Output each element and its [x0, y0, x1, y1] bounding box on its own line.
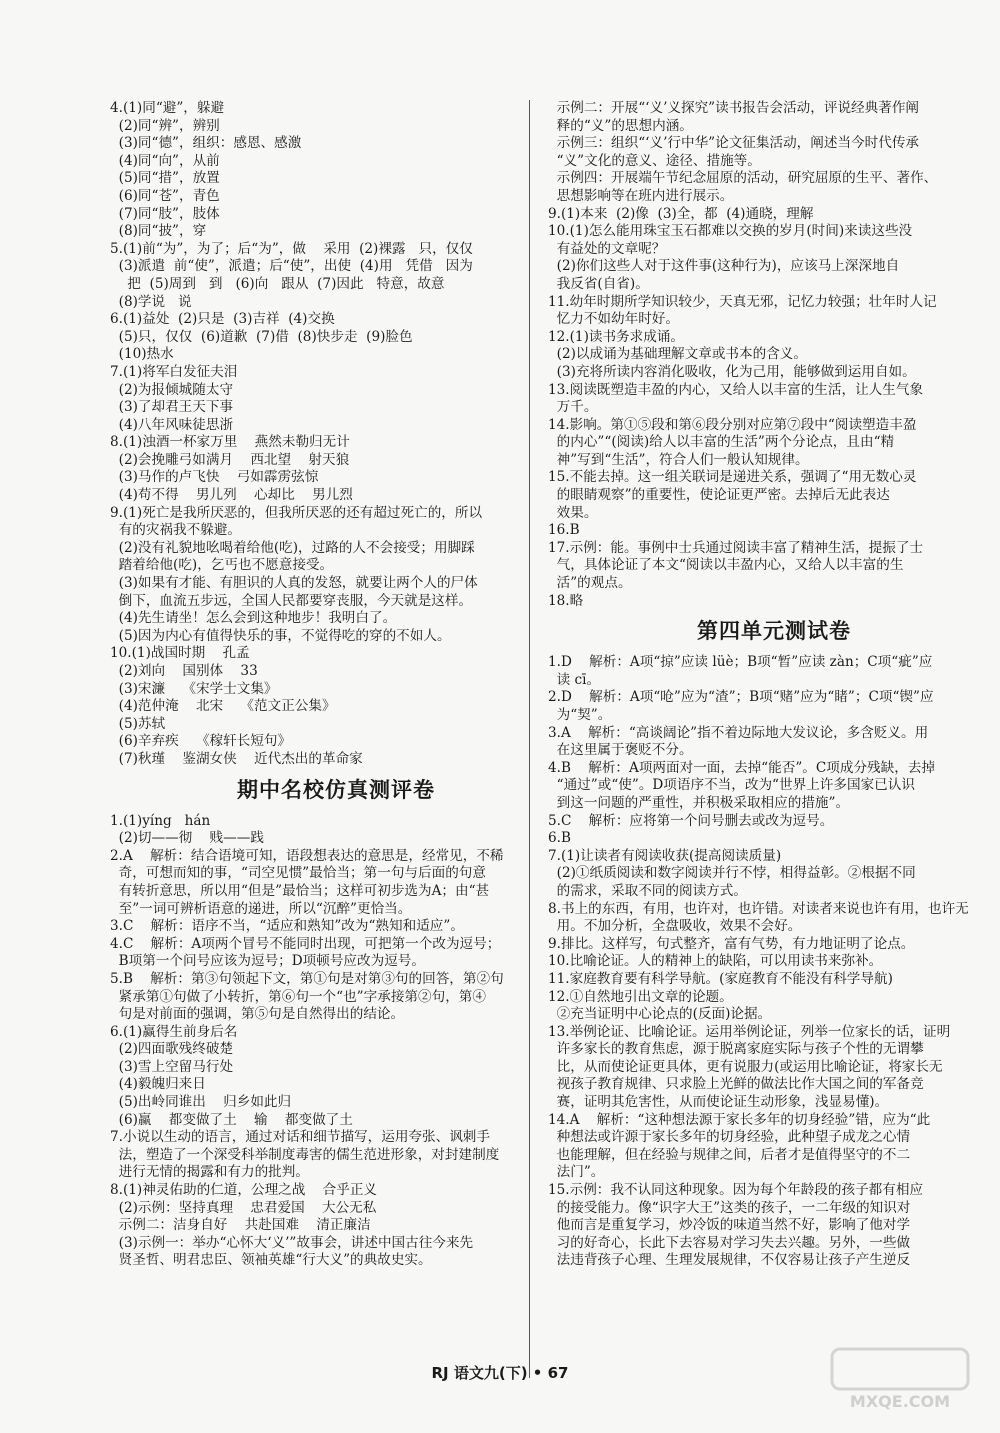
answer-line: (2)四面歌残终破楚	[110, 1041, 234, 1058]
answer-line: 至”一词可辨析语意的递进，所以“沉醉”更恰当。	[110, 900, 412, 917]
answer-line: 18.略	[548, 592, 584, 609]
answer-line: (8)同“披”，穿	[110, 223, 207, 240]
answer-line: (3)雪上空留马行处	[110, 1058, 234, 1075]
answer-line: 15.示例：我不认同这种现象。因为每个年龄段的孩子都有相应	[548, 1182, 924, 1199]
answer-line: (5)同“措”，放置	[110, 170, 220, 187]
answer-line: (4)毅魄归来日	[110, 1076, 206, 1093]
answer-line: (2)你们这些人对于这件事(这种行为)，应该马上深深地自	[548, 258, 900, 275]
answer-line: 贤圣哲、明君忠臣、领袖英雄“行大义”的典故史实。	[110, 1252, 432, 1269]
unit-four-heading: 第四单元测试卷	[697, 619, 851, 644]
answer-line: 6.(1)赢得生前身后名	[110, 1023, 238, 1040]
answer-line: (3)了却君王天下事	[110, 399, 234, 416]
answer-line: 示例二：开展“‘义’义探究”读书报告会活动，评说经典著作阐	[548, 100, 920, 116]
answer-line: (7)秋瑾 鉴湖女侠 近代杰出的革命家	[110, 750, 363, 767]
answer-line: 9.(1)死亡是我所厌恶的，但我所厌恶的还有超过死亡的，所以	[110, 504, 483, 521]
answer-line: 气，具体论证了本文“阅读以丰盈内心，又给人以丰富的生	[548, 557, 904, 574]
answer-line: 忆力不如幼年时好。	[548, 311, 679, 328]
answer-line: “义”文化的意义、途径、措施等。	[548, 152, 761, 169]
answer-line: 3.C 解析：语序不当，“适应和熟知”改为“熟知和适应”。	[110, 918, 464, 935]
answer-line: 的接受能力。像“识字大王”这类的孩子，一二年级的知识对	[548, 1199, 911, 1216]
answer-line: 10.(1)战国时期 孔孟	[110, 645, 250, 662]
answer-line: (5)苏轼	[110, 715, 166, 732]
answer-line: (3)示例一：举办“心怀大‘义’”故事会，讲述中国古往今来先	[110, 1234, 474, 1251]
answer-line: 有转折意思，所以用“但是”最恰当；这样可初步选为A；由“甚	[110, 882, 490, 899]
answer-line: 用。不加分析，全盘吸收，效果不会好。	[548, 918, 802, 935]
answer-line: 把 (5)周到 到 (6)向 跟从 (7)因此 特意，故意	[110, 275, 445, 292]
answer-line: (5)只，仅仅 (6)道歉 (7)借 (8)快步走 (9)脸色	[110, 328, 413, 345]
watermark-text: MXQE.COM	[849, 1392, 951, 1411]
answer-line: (2)同“辨”，辨别	[110, 117, 220, 134]
answer-line: 2.A 解析：结合语境可知，语段想表达的意思是，经常见，不稀	[110, 847, 504, 864]
answer-line: 示例二：洁身自好 共赴国难 清正廉洁	[110, 1217, 371, 1234]
answer-line: (4)先生请坐！怎么会到这种地步！我明白了。	[110, 610, 397, 627]
answer-line: (2)会挽雕弓如满月 西北望 射天狼	[110, 451, 350, 468]
answer-line: 14.影响。第①⑤段和第⑥段分别对应第⑦段中“阅读塑造丰盈	[548, 416, 917, 433]
answer-line: 10.(1)怎么能用珠宝玉石都难以交换的岁月(时间)来读这些没	[548, 223, 913, 240]
answer-line: 的眼睛观察”的重要性，使论证更严密。去掉后无此表达	[548, 487, 890, 504]
answer-line: (3)充将所读内容消化吸收，化为己用，能够做到运用自如。	[548, 363, 916, 380]
answer-line: 11.家庭教育要有科学导航。(家庭教育不能没有科学导航)	[548, 970, 893, 987]
answer-line: 倒下，血流五步远，全国人民都要穿丧服，今天就是这样。	[110, 592, 473, 609]
answer-line: 思想影响等在班内进行展示。	[548, 187, 734, 204]
answer-line: 12.(1)读书务求成诵。	[548, 328, 685, 345]
answer-line: 有的灾祸我不躲避。	[110, 522, 241, 539]
answer-line: 5.B 解析：第③句领起下文，第①句是对第③句的回答，第②句	[110, 970, 504, 987]
answer-line: 进行无情的揭露和有力的批判。	[110, 1164, 309, 1181]
answer-line: 8.书上的东西，有用，也许对，也许错。对读者来说也许有用，也许无	[548, 900, 969, 917]
answer-line: 15.不能去掉。这一组关联词是递进关系，强调了“用无数心灵	[548, 469, 917, 486]
answer-line: 1.(1)yíng hán	[110, 812, 211, 829]
answer-line: (4)范仲淹 北宋 《范文正公集》	[110, 698, 336, 715]
answer-line: 示例三：组织“‘义’行中华”论文征集活动，阐述当今时代传承	[548, 135, 920, 152]
answer-line: 9.(1)本来 (2)像 (3)全，都 (4)通晓，理解	[548, 205, 814, 222]
answer-line: 示例四：开展端午节纪念屈原的活动，研究屈原的生平、著作、	[548, 170, 938, 187]
answer-line: (4)八年风味徒思浙	[110, 416, 234, 433]
answer-line: 5.(1)前“为”，为了；后“为”，做 采用 (2)裸露 只，仅仅	[110, 240, 473, 257]
answer-line: 2.D 解析：A项“呛”应为“渣”；B项“赌”应为“睹”；C项“锲”应	[548, 689, 934, 706]
unit-four-answer-list	[548, 654, 1000, 1270]
answer-line: (2)以成诵为基础理解文章或书本的含义。	[548, 346, 807, 363]
right-answer-list	[548, 100, 1000, 610]
answer-line: (2)为报倾城随太守	[110, 381, 234, 398]
answer-line: 赛，证明其危害性，从而使论证生动形象，浅显易懂)。	[548, 1094, 889, 1111]
answer-line: (4)苟不得 男儿列 心却比 男儿烈	[110, 487, 353, 504]
answer-line: 释的“义”的思想内涵。	[548, 117, 693, 134]
answer-line: (3)马作的卢飞快 弓如霹雳弦惊	[110, 469, 319, 486]
answer-line: 1.D 解析：A项“掠”应读 lüè；B项“暂”应读 zàn；C项“疵”应	[548, 654, 933, 671]
answer-line: 5.C 解析：应将第一个问号删去或改为逗号。	[548, 812, 834, 829]
answer-line: 为“契”。	[548, 707, 612, 723]
answer-line: 17.示例：能。事例中士兵通过阅读丰富了精神生活，提振了士	[548, 539, 924, 556]
answer-line: (7)同“肢”，肢体	[110, 205, 220, 222]
answer-line: (2)①纸质阅读和数字阅读并行不悖，相得益彰。②根据不同	[548, 865, 916, 882]
answer-line: 8.(1)浊酒一杯家万里 燕然未勒归无计	[110, 434, 350, 451]
answer-line: 在这里属于褒贬不分。	[548, 742, 693, 759]
answer-line: 种想法或许源于家长多年的切身经验，此种望子成龙之心情	[548, 1129, 911, 1146]
answer-line: 奇，可想而知的事，“司空见惯”最恰当；第一句与后面的句意	[110, 865, 486, 882]
watermark-logo	[830, 1345, 970, 1415]
answer-line: (3)宋濂 《宋学士文集》	[110, 680, 278, 697]
answer-line: 6.(1)益处 (2)只是 (3)吉祥 (4)交换	[110, 311, 335, 328]
answer-line: 紧承第①句做了小转折，第⑥句一个“也”字承接第②句，第④	[110, 988, 486, 1005]
answer-line: 许多家长的教育焦虑，源于脱离家庭实际与孩子个性的无谓攀	[548, 1041, 924, 1058]
midterm-heading: 期中名校仿真测评卷	[237, 777, 435, 802]
answer-line: 法，塑造了一个深受科举制度毒害的儒生范进形象，对封建制度	[110, 1146, 500, 1163]
answer-line: 也能理解，但在经验与规律之间，后者才是值得坚守的不二	[548, 1146, 911, 1163]
answer-line: B项第一个问号应该为逗号；D项顿号应改为逗号。	[110, 953, 425, 970]
answer-line: (3)如果有才能、有胆识的人真的发怒，就要让两个人的尸体	[110, 575, 478, 592]
midterm-answer-list	[110, 813, 562, 1270]
answer-line: 我反省(自省)。	[548, 275, 649, 292]
answer-line: 比，从而使论证更具体，更有说服力(或运用比喻论证，将家长无	[548, 1058, 943, 1075]
answer-line: (3)同“德”，组织：感恩、感激	[110, 135, 302, 152]
answer-line: (10)热水	[110, 346, 174, 363]
answer-line: 视孩子教育规律、只求脸上光鲜的做法比作大国之间的军备竞	[548, 1076, 924, 1093]
answer-line: 6.B	[548, 830, 571, 847]
answer-line: 效果。	[548, 504, 598, 521]
answer-line: 13.举例论证、比喻论证。运用举例论证，列举一位家长的话，证明	[548, 1023, 951, 1040]
answer-line: ②充当证明中心论点的(反面)论据。	[548, 1006, 772, 1023]
answer-line: (4)同“向”，从前	[110, 152, 220, 169]
answer-line: 句是对前面的强调，第⑤句是自然得出的结论。	[110, 1006, 405, 1023]
answer-line: 11.幼年时期所学知识较少，天真无邪，记忆力较强；壮年时人记	[548, 293, 937, 310]
answer-line: 法违背孩子心理、生理发展规律，不仅容易让孩子产生逆反	[548, 1252, 911, 1269]
left-answer-list	[110, 100, 562, 769]
answer-line: 的内心”“(阅读)给人以丰富的生活”两个分论点，且由“精	[548, 434, 895, 451]
answer-line: (2)没有礼貌地吆喝着给他(吃)，过路的人不会接受；用脚踩	[110, 539, 475, 556]
right-column	[548, 100, 1000, 1270]
answer-line: 他而言是重复学习，炒冷饭的味道当然不好，影响了他对学	[548, 1217, 911, 1234]
answer-line: (2)切——彻 贱——践	[110, 830, 264, 847]
answer-line: 读 cī。	[548, 671, 601, 688]
answer-line: (8)学说 说	[110, 293, 192, 310]
answer-line: 4.(1)同“避”，躲避	[110, 100, 225, 116]
answer-line: 10.比喻论证。人的精神上的缺陷，可以用读书来弥补。	[548, 953, 883, 970]
answer-line: 的需求，采取不同的阅读方式。	[548, 882, 747, 899]
answer-line: 8.(1)神灵佑助的仁道，公理之战 合乎正义	[110, 1182, 378, 1199]
answer-line: 14.A 解析：“这种想法源于家长多年的切身经验”错，应为“此	[548, 1111, 931, 1128]
answer-line: 16.B	[548, 522, 580, 539]
answer-line: 7.(1)让读者有阅读收获(提高阅读质量)	[548, 847, 782, 864]
answer-line: 13.阅读既塑造丰盈的内心，又给人以丰富的生活，让人生气象	[548, 381, 924, 398]
answer-line: (6)辛弃疾 《稼轩长短句》	[110, 733, 292, 750]
answer-line: 4.C 解析：A项两个冒号不能同时出现，可把第一个改为逗号；	[110, 935, 501, 952]
answer-line: 踏着给他(吃)，乞丐也不愿意接受。	[110, 557, 334, 574]
answer-line: 7.(1)将军白发征夫泪	[110, 363, 238, 380]
answer-line: (6)同“苍”，青色	[110, 187, 220, 204]
answer-line: 9.排比。这样写，句式整齐，富有气势，有力地证明了论点。	[548, 935, 915, 952]
answer-line: 12.①自然地引出文章的论题。	[548, 988, 733, 1005]
answer-line: (2)刘向 国别体 33	[110, 663, 258, 679]
answer-line: “通过”或“使”。D项语序不当，改为“世界上许多国家已认识	[548, 777, 915, 794]
answer-line: 法门”。	[548, 1164, 605, 1181]
answer-line: (5)因为内心有值得快乐的事，不觉得吃的穿的不如人。	[110, 627, 451, 644]
answer-line: 习的好奇心，长此下去容易对学习失去兴趣。另外，一些做	[548, 1234, 911, 1251]
answer-line: 4.B 解析：A项两面对一面，去掉“能否”。C项成分残缺，去掉	[548, 759, 936, 776]
answer-line: 7.小说以生动的语言，通过对话和细节描写，运用夸张、讽刺手	[110, 1129, 490, 1146]
answer-line: 3.A 解析：“高谈阔论”指不着边际地大发议论，多含贬义。用	[548, 724, 929, 741]
answer-line: (2)示例：坚持真理 忠君爱国 大公无私	[110, 1199, 377, 1216]
answer-line: 有益处的文章呢？	[548, 240, 666, 257]
page-footer: RJ 语文九(下) • 67	[431, 1364, 569, 1382]
answer-line: 神”写到“生活”，符合人们一般认知规律。	[548, 451, 809, 468]
answer-line: (6)赢 都变做了土 输 都变做了土	[110, 1111, 353, 1128]
answer-line: 活”的观点。	[548, 575, 632, 592]
answer-line: (3)派遣 前“使”，派遣；后“使”，出使 (4)用 凭借 因为	[110, 258, 473, 275]
left-column	[110, 100, 562, 1270]
answer-line: 万千。	[548, 399, 598, 416]
answer-line: 到这一问题的严重性，并积极采取相应的措施”。	[548, 794, 850, 811]
answer-line: (5)出岭同谁出 归乡如此归	[110, 1094, 292, 1111]
